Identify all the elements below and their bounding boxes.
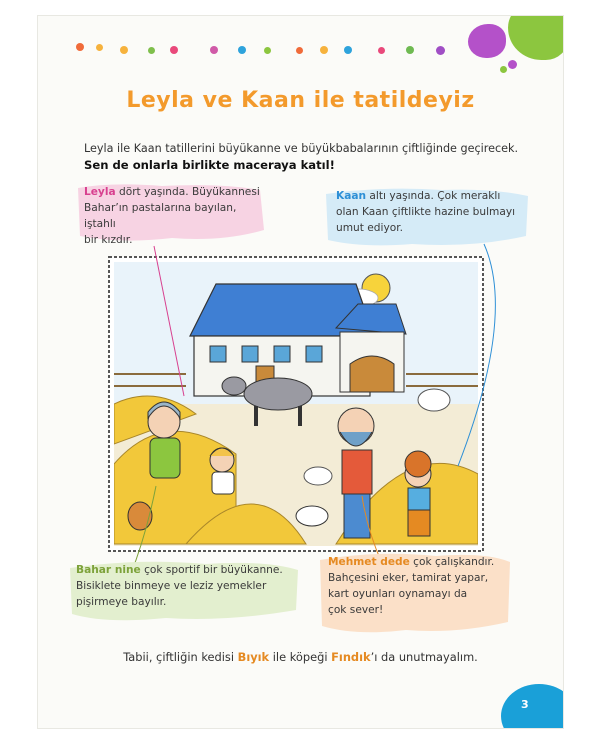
kaan-text-1: altı yaşında. Çok meraklı xyxy=(366,190,501,202)
cat-name: Bıyık xyxy=(237,650,270,664)
mehmet-text-1: çok çalışkandır. xyxy=(409,556,495,568)
intro-line-2: Sen de onlarla birlikte maceraya katıl! xyxy=(84,158,335,172)
bahar-text-3: pişirmeye bayılır. xyxy=(76,596,167,608)
bahar-name: Bahar nine xyxy=(76,564,141,576)
mehmet-text-4: çok sever! xyxy=(328,604,384,616)
footer-pre: Tabii, çiftliğin kedisi xyxy=(123,650,238,664)
kaan-text-2: olan Kaan çiftlikte hazine bulmayı xyxy=(336,206,516,218)
kaan-name: Kaan xyxy=(336,190,367,202)
footer-mid: ile köpeği xyxy=(269,650,332,664)
bahar-text-1: çok sportif bir büyükanne. xyxy=(140,564,283,576)
page-title: Leyla ve Kaan ile tatildeyiz xyxy=(126,88,475,113)
leyla-text-3: bir kızdır. xyxy=(84,234,133,246)
mehmet-text-3: kart oyunları oynamayı da xyxy=(328,588,468,600)
mehmet-text-2: Bahçesini eker, tamirat yapar, xyxy=(328,572,489,584)
footer-post: ’ı da unutmayalım. xyxy=(370,650,478,664)
dog-name: Fındık xyxy=(331,650,371,664)
leyla-text-1: dört yaşında. Büyükannesi xyxy=(115,186,260,198)
footer-text xyxy=(38,650,563,664)
note-bahar xyxy=(76,562,300,610)
mehmet-name: Mehmet dede xyxy=(328,556,410,568)
page-number: 3 xyxy=(521,698,529,711)
kaan-text-3: umut ediyor. xyxy=(336,222,403,234)
leyla-text-2: Bahar’ın pastalarına bayılan, iştahlı xyxy=(84,202,237,230)
book-page xyxy=(38,16,563,728)
leyla-name: Leyla xyxy=(84,186,116,198)
note-mehmet xyxy=(328,554,512,618)
intro-line-1: Leyla ile Kaan tatillerini büyükanne ve büyükbabalarının çiftliğinde geçirecek. xyxy=(84,142,519,155)
bahar-text-2: Bisiklete binmeye ve leziz yemekler xyxy=(76,580,267,592)
